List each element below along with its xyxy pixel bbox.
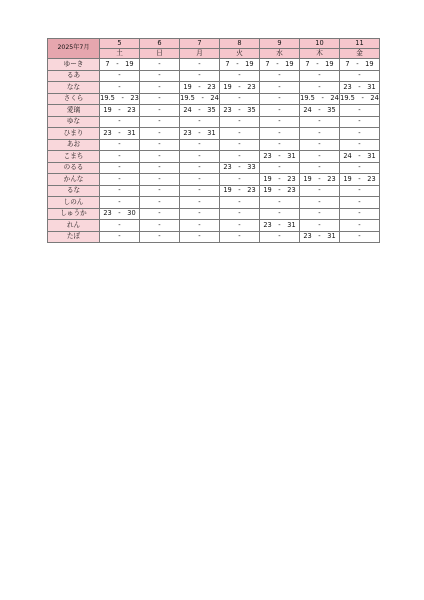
shift-cell: -: [140, 197, 180, 209]
shift-cell: -: [220, 93, 260, 105]
shift-cell: -: [300, 70, 340, 82]
staff-row: [48, 93, 380, 105]
shift-cell: 7 - 19: [300, 59, 340, 71]
shift-cell: -: [300, 82, 340, 94]
shift-cell: -: [140, 116, 180, 128]
shift-cell: -: [220, 139, 260, 151]
shift-cell: -: [220, 208, 260, 220]
shift-cell: -: [300, 116, 340, 128]
weekday-label: 木: [300, 49, 340, 59]
shift-schedule-sheet: [47, 38, 380, 243]
shift-cell: -: [180, 70, 220, 82]
shift-cell: -: [300, 208, 340, 220]
shift-cell: -: [140, 220, 180, 232]
shift-cell: -: [180, 208, 220, 220]
staff-name: しゅうか: [48, 208, 100, 220]
shift-cell: 19 - 23: [300, 174, 340, 186]
shift-cell: -: [140, 231, 180, 243]
shift-cell: -: [340, 231, 380, 243]
shift-cell: -: [100, 151, 140, 163]
staff-row: [48, 105, 380, 117]
shift-cell: -: [340, 105, 380, 117]
shift-cell: -: [140, 174, 180, 186]
shift-cell: -: [100, 116, 140, 128]
shift-cell: -: [180, 231, 220, 243]
shift-cell: 24 - 35: [300, 105, 340, 117]
shift-cell: 19 - 23: [100, 105, 140, 117]
shift-cell: -: [140, 82, 180, 94]
shift-cell: 19.5 - 24: [300, 93, 340, 105]
shift-cell: -: [140, 139, 180, 151]
shift-cell: -: [340, 139, 380, 151]
shift-cell: -: [140, 59, 180, 71]
shift-cell: 19.5 - 24: [180, 93, 220, 105]
shift-cell: -: [100, 197, 140, 209]
shift-cell: -: [300, 197, 340, 209]
day-number: 7: [180, 39, 220, 49]
staff-row: [48, 231, 380, 243]
shift-cell: -: [260, 231, 300, 243]
shift-cell: -: [300, 220, 340, 232]
shift-cell: -: [340, 208, 380, 220]
shift-cell: -: [220, 174, 260, 186]
staff-name: なな: [48, 82, 100, 94]
shift-cell: 19 - 23: [220, 82, 260, 94]
shift-cell: -: [220, 151, 260, 163]
shift-cell: -: [100, 162, 140, 174]
shift-cell: 19 - 23: [340, 174, 380, 186]
shift-cell: 23 - 33: [220, 162, 260, 174]
shift-cell: -: [260, 208, 300, 220]
shift-cell: 19 - 23: [180, 82, 220, 94]
staff-name: ゆな: [48, 116, 100, 128]
staff-name: しのん: [48, 197, 100, 209]
staff-name: ゆーき: [48, 59, 100, 71]
shift-cell: -: [260, 162, 300, 174]
staff-row: [48, 128, 380, 140]
shift-cell: 23 - 31: [260, 151, 300, 163]
staff-row: [48, 197, 380, 209]
shift-cell: -: [220, 70, 260, 82]
shift-cell: -: [180, 151, 220, 163]
staff-name: たぼ: [48, 231, 100, 243]
staff-row: [48, 220, 380, 232]
shift-cell: -: [260, 70, 300, 82]
staff-row: [48, 208, 380, 220]
staff-row: [48, 151, 380, 163]
staff-name: るあ: [48, 70, 100, 82]
shift-cell: -: [260, 116, 300, 128]
shift-cell: -: [300, 162, 340, 174]
shift-cell: -: [260, 197, 300, 209]
staff-row: [48, 185, 380, 197]
shift-cell: -: [340, 116, 380, 128]
shift-cell: -: [100, 70, 140, 82]
staff-name: こまち: [48, 151, 100, 163]
staff-name: さくら: [48, 93, 100, 105]
shift-cell: -: [180, 185, 220, 197]
shift-cell: 23 - 31: [300, 231, 340, 243]
shift-cell: -: [340, 162, 380, 174]
shift-cell: -: [340, 70, 380, 82]
shift-cell: 7 - 19: [260, 59, 300, 71]
shift-cell: -: [340, 197, 380, 209]
shift-cell: -: [100, 82, 140, 94]
day-number: 11: [340, 39, 380, 49]
shift-cell: -: [220, 220, 260, 232]
staff-name: かんな: [48, 174, 100, 186]
staff-name: るな: [48, 185, 100, 197]
shift-cell: 7 - 19: [100, 59, 140, 71]
shift-cell: -: [100, 220, 140, 232]
shift-cell: 19.5 - 23: [100, 93, 140, 105]
shift-cell: -: [340, 185, 380, 197]
staff-row: [48, 82, 380, 94]
staff-row: [48, 174, 380, 186]
day-number: 10: [300, 39, 340, 49]
shift-cell: 23 - 35: [220, 105, 260, 117]
shift-cell: 23 - 31: [260, 220, 300, 232]
staff-row: [48, 59, 380, 71]
schedule-body: [48, 59, 380, 243]
shift-cell: -: [180, 162, 220, 174]
weekday-label: 土: [100, 49, 140, 59]
shift-cell: 23 - 31: [100, 128, 140, 140]
shift-cell: -: [140, 208, 180, 220]
shift-cell: -: [300, 185, 340, 197]
shift-cell: 24 - 35: [180, 105, 220, 117]
shift-cell: -: [340, 128, 380, 140]
shift-cell: -: [140, 151, 180, 163]
shift-cell: -: [260, 139, 300, 151]
staff-name: れん: [48, 220, 100, 232]
staff-name: 愛璃: [48, 105, 100, 117]
shift-cell: -: [140, 93, 180, 105]
shift-cell: -: [180, 59, 220, 71]
shift-cell: 23 - 31: [340, 82, 380, 94]
shift-cell: -: [180, 197, 220, 209]
weekday-label: 火: [220, 49, 260, 59]
shift-cell: -: [220, 197, 260, 209]
shift-cell: 7 - 19: [220, 59, 260, 71]
shift-cell: -: [260, 105, 300, 117]
shift-table: [47, 38, 380, 243]
weekday-label: 水: [260, 49, 300, 59]
shift-cell: -: [260, 93, 300, 105]
staff-row: [48, 139, 380, 151]
shift-cell: -: [260, 82, 300, 94]
shift-cell: -: [100, 185, 140, 197]
shift-cell: -: [100, 174, 140, 186]
shift-cell: -: [180, 139, 220, 151]
shift-cell: -: [300, 128, 340, 140]
shift-cell: -: [300, 139, 340, 151]
shift-cell: 19.5 - 24: [340, 93, 380, 105]
shift-cell: -: [140, 185, 180, 197]
shift-cell: -: [340, 220, 380, 232]
staff-row: [48, 70, 380, 82]
shift-cell: 19 - 23: [260, 185, 300, 197]
shift-cell: 23 - 31: [180, 128, 220, 140]
day-number: 6: [140, 39, 180, 49]
weekday-label: 金: [340, 49, 380, 59]
day-number: 8: [220, 39, 260, 49]
day-number: 9: [260, 39, 300, 49]
shift-cell: -: [140, 128, 180, 140]
staff-name: あお: [48, 139, 100, 151]
staff-name: ひまり: [48, 128, 100, 140]
shift-cell: 24 - 31: [340, 151, 380, 163]
shift-cell: -: [140, 105, 180, 117]
shift-cell: -: [140, 162, 180, 174]
shift-cell: -: [100, 139, 140, 151]
shift-cell: -: [180, 116, 220, 128]
shift-cell: -: [100, 231, 140, 243]
staff-row: [48, 116, 380, 128]
shift-cell: -: [140, 70, 180, 82]
shift-cell: 7 - 19: [340, 59, 380, 71]
shift-cell: -: [260, 128, 300, 140]
shift-cell: -: [220, 116, 260, 128]
shift-cell: 19 - 23: [260, 174, 300, 186]
staff-row: [48, 162, 380, 174]
shift-cell: -: [220, 128, 260, 140]
weekday-label: 月: [180, 49, 220, 59]
weekday-label: 日: [140, 49, 180, 59]
staff-name: のるる: [48, 162, 100, 174]
day-number: 5: [100, 39, 140, 49]
shift-cell: -: [180, 220, 220, 232]
month-label: 2025年7月: [48, 39, 100, 59]
day-number-row: [48, 39, 380, 49]
shift-cell: -: [220, 231, 260, 243]
shift-cell: -: [300, 151, 340, 163]
shift-cell: -: [180, 174, 220, 186]
shift-cell: 23 - 30: [100, 208, 140, 220]
shift-cell: 19 - 23: [220, 185, 260, 197]
